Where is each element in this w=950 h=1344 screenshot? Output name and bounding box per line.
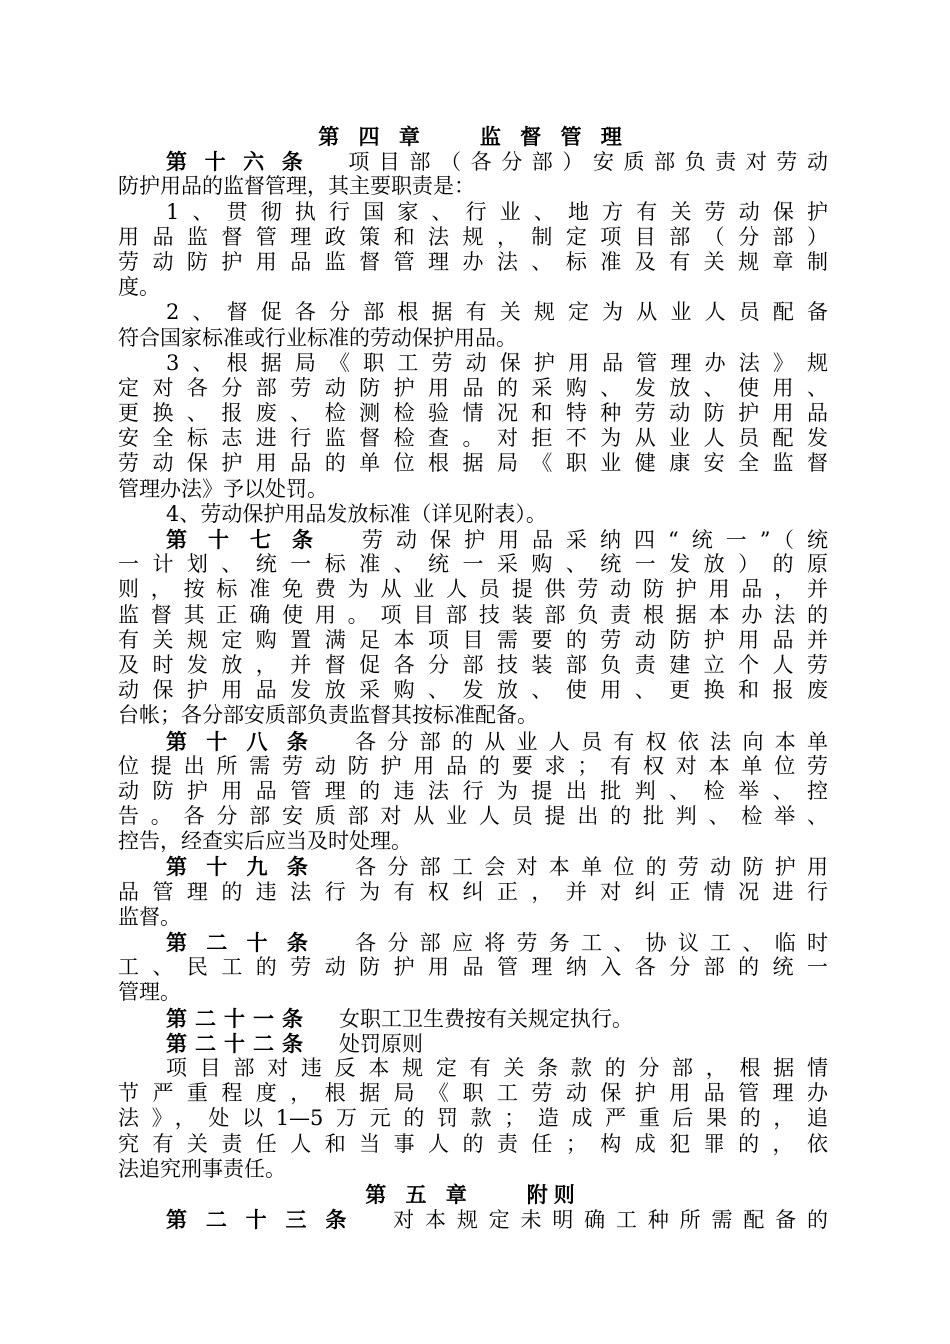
body-text-line [118, 174, 828, 199]
line-text: 监督。 [118, 904, 181, 929]
body-text-line [118, 880, 828, 905]
article-label: 第十七条 [166, 527, 335, 552]
line-text: 劳动保护用品的单位根据局《职业健康安全监督 [118, 451, 828, 476]
line-text: 4、劳动保护用品发放标准（详见附表）。 [166, 501, 547, 526]
body-text-line [118, 653, 828, 678]
line-text: 工、民工的劳动防护用品管理纳入各分部的统一 [118, 955, 828, 980]
line-text: 台帐；各分部安质部负责监督其按标准配备。 [118, 703, 538, 728]
line-text: 更换、报废、检测检验情况和特种劳动防护用品 [118, 401, 828, 426]
line-text: 劳动防护用品监督管理办法、标准及有关规章制 [118, 249, 828, 274]
body-text-line [118, 1081, 828, 1106]
body-text-line [118, 250, 828, 275]
body-text-line [118, 275, 828, 300]
article-label: 第十六条 [166, 149, 321, 175]
line-text: 一计划、统一标准、统一采购、统一发放）的原 [118, 552, 828, 577]
line-text: 监督其正确使用。项目部技装部负责根据本办法的 [118, 602, 828, 627]
body-text-line [118, 1031, 828, 1056]
body-text-line [118, 678, 828, 703]
body-text-line [118, 376, 828, 401]
line-text: 动防护用品管理的违法行为提出批判、检举、控 [118, 778, 828, 803]
line-text: 管理办法》予以处罚。 [118, 476, 328, 501]
body-text-line [118, 552, 828, 577]
body-text-line [118, 1207, 828, 1232]
body-text-line [118, 326, 828, 351]
chapter-heading: 第 五 章 附则 [365, 1181, 581, 1207]
line-text: 安全标志进行监督检查。对拒不为从业人员配发 [118, 426, 828, 451]
article-label: 第二十条 [166, 930, 328, 955]
body-text-line [118, 703, 828, 728]
body-text-line [118, 628, 828, 653]
body-text-line [118, 1106, 828, 1131]
body-text-line [118, 401, 828, 426]
body-text-line [118, 754, 828, 779]
line-text: 处罚原则 [339, 1031, 423, 1056]
line-text: 劳动保护用品采纳四“统一”（统 [362, 528, 828, 552]
body-text-line [118, 779, 828, 804]
line-text: 有关规定购置满足本项目需要的劳动防护用品并 [118, 627, 828, 652]
line-text: 法追究刑事责任。 [118, 1156, 286, 1181]
body-text-line [118, 930, 828, 955]
body-text-line [118, 603, 828, 628]
body-text-line [118, 1006, 828, 1031]
line-text: 3、根据局《职工劳动保护用品管理办法》规 [166, 350, 828, 375]
body-text-line [118, 477, 828, 502]
line-text: 各分部工会对本单位的劳动防护用 [355, 855, 828, 880]
line-text: 动保护用品发放采购、发放、使用、更换和报废 [118, 678, 828, 703]
body-text-line [118, 829, 828, 854]
line-text: 用品监督管理政策和法规，制定项目部（分部） [118, 224, 828, 249]
body-text-line [118, 1056, 828, 1081]
line-text: 位提出所需劳动防护用品的要求；有权对本单位劳 [118, 753, 828, 778]
body-text-line [118, 1157, 828, 1182]
line-text: 1、贯彻执行国家、行业、地方有关劳动保护 [166, 199, 828, 224]
line-text: 对本规定未明确工种所需配备的 [393, 1208, 828, 1233]
line-text: 告。各分部安质部对从业人员提出的批判、检举、 [118, 804, 828, 829]
body-text-line [118, 577, 828, 602]
body-text-line [118, 451, 828, 476]
line-text: 女职工卫生费按有关规定执行。 [339, 1006, 633, 1031]
line-text: 各分部的从业人员有权依法向本单 [355, 729, 828, 754]
body-text-line [118, 854, 828, 879]
body-text-line [118, 980, 828, 1005]
body-text-line [118, 200, 828, 225]
line-text: 究有关责任人和当事人的责任；构成犯罪的，依 [118, 1131, 828, 1156]
line-text: 品管理的违法行为有权纠正，并对纠正情况进行 [118, 879, 828, 904]
line-text: 度。 [118, 275, 160, 300]
body-text-line [118, 149, 828, 174]
line-text: 及时发放，并督促各分部技装部负责建立个人劳 [118, 652, 828, 677]
body-text-line [118, 1132, 828, 1157]
line-text: 2、督促各分部根据有关规定为从业人员配备 [166, 300, 828, 325]
line-text: 防护用品的监督管理，其主要职责是： [118, 174, 475, 199]
chapter-heading: 第 四 章 监 督 管 理 [318, 124, 628, 149]
body-text-line [118, 729, 828, 754]
body-text-line [118, 225, 828, 250]
body-text-line [118, 426, 828, 451]
body-text-line [118, 300, 828, 325]
line-text: 项目部（各分部）安质部负责对劳动 [348, 150, 828, 175]
line-text: 管理。 [118, 980, 181, 1005]
body-text-line [118, 502, 828, 527]
line-text: 定对各分部劳动防护用品的采购、发放、使用、 [118, 375, 828, 400]
body-text-line [118, 955, 828, 980]
article-label: 第二十一条 [166, 1005, 311, 1031]
line-text: 各分部应将劳务工、协议工、临时 [355, 931, 828, 955]
article-label: 第十八条 [166, 728, 328, 754]
body-text-line [118, 351, 828, 376]
line-text: 项目部对违反本规定有关条款的分部，根据情 [166, 1055, 828, 1080]
document-page [118, 124, 828, 1232]
line-text: 节严重程度，根据局《职工劳动保护用品管理办 [118, 1081, 828, 1106]
body-text-line [118, 905, 828, 930]
article-label: 第二十二条 [166, 1030, 311, 1056]
line-text: 符合国家标准或行业标准的劳动保护用品。 [118, 325, 517, 350]
article-label: 第二十三条 [166, 1207, 366, 1233]
line-text: 控告，经查实后应当及时处理。 [118, 829, 412, 854]
article-label: 第十九条 [166, 854, 328, 880]
line-text: 法》，处以1—5万元的罚款；造成严重后果的，追 [118, 1106, 828, 1131]
line-text: 则，按标准免费为从业人员提供劳动防护用品，并 [118, 577, 828, 602]
body-text-line [118, 527, 828, 552]
body-text-line [118, 804, 828, 829]
